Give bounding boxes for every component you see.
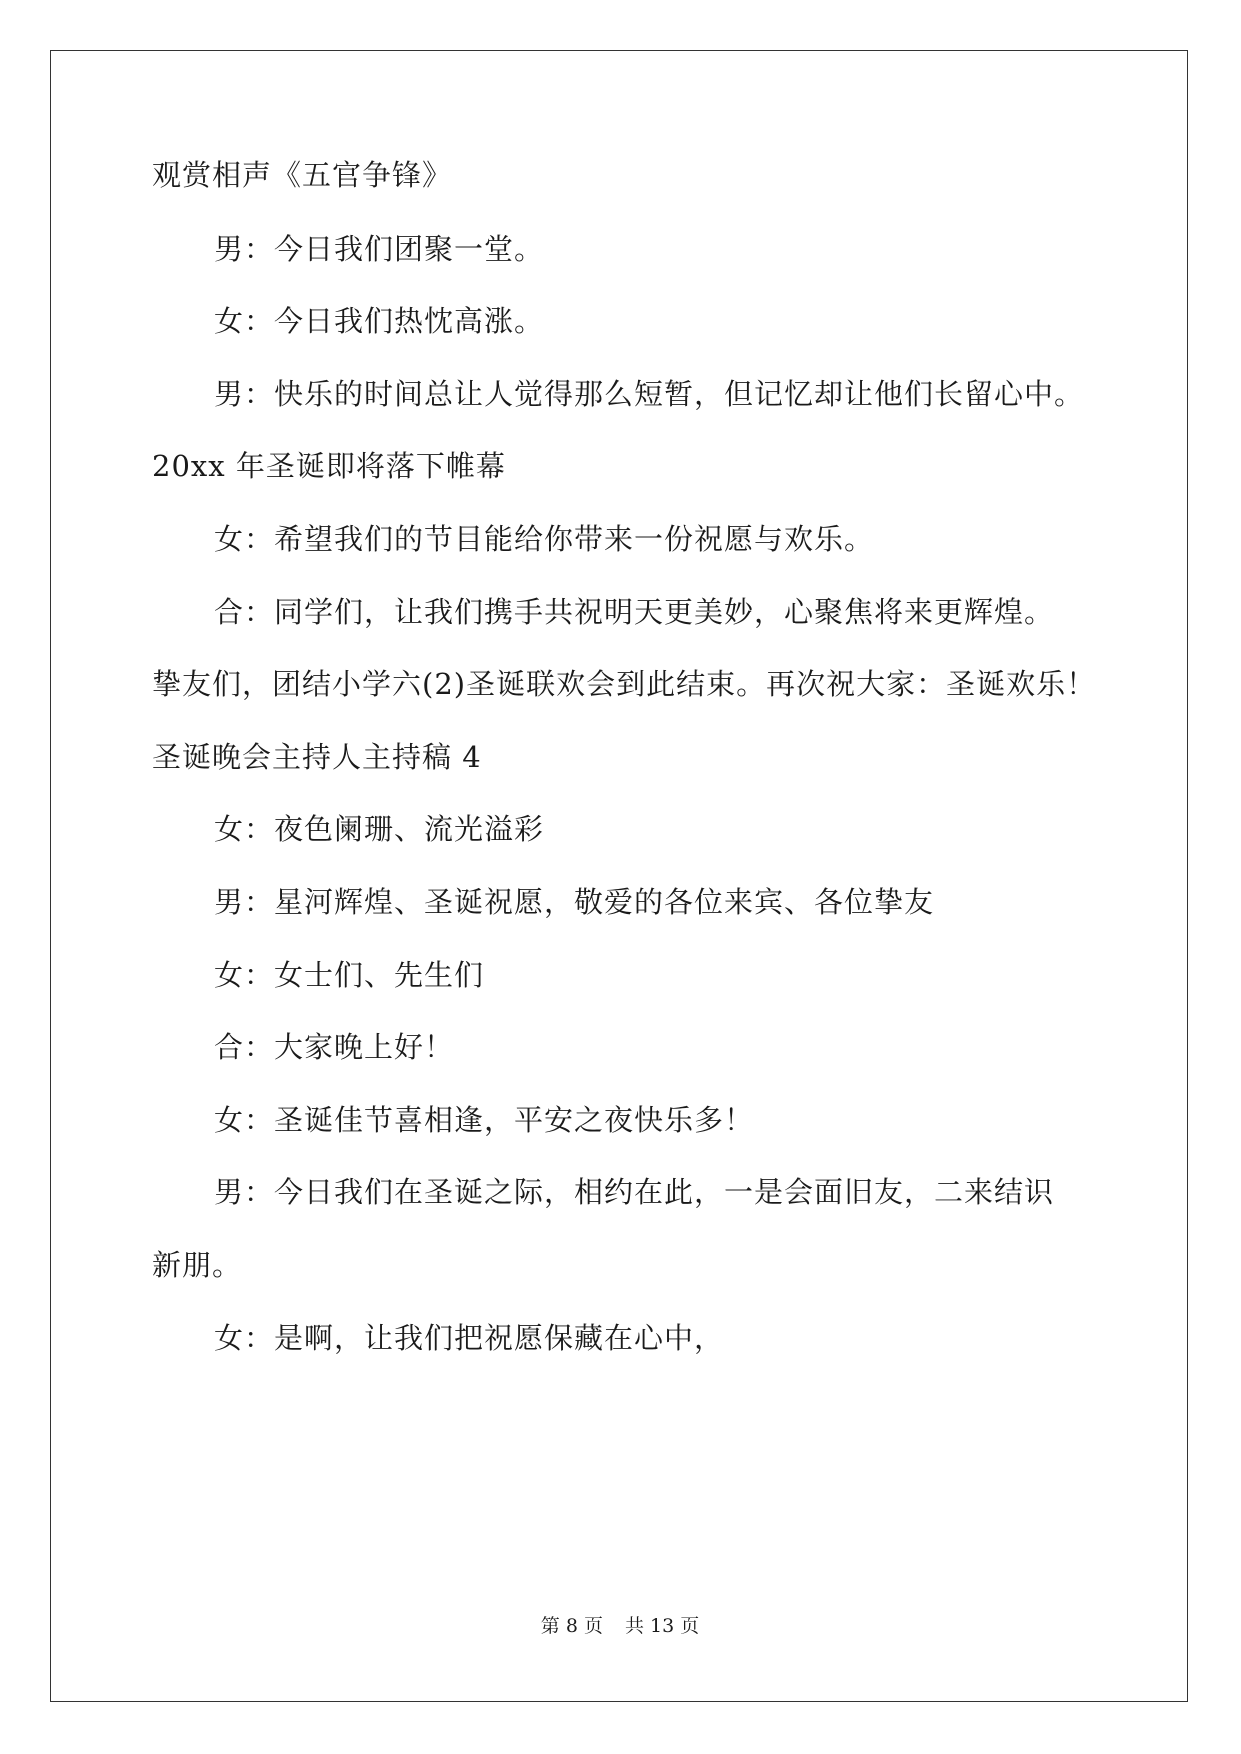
page-frame: [50, 50, 1188, 1702]
page-number: 第 8 页: [540, 1615, 603, 1637]
text-line: 男：今日我们在圣诞之际，相约在此，一是会面旧友，二来结识: [214, 1175, 1055, 1209]
text-line: 挚友们，团结小学六(2)圣诞联欢会到此结束。再次祝大家：圣诞欢乐！: [152, 667, 1097, 701]
page-total: 共 13 页: [624, 1615, 700, 1637]
text-line: 女：今日我们热忱高涨。: [214, 304, 545, 338]
text-line: 女：夜色阑珊、流光溢彩: [214, 812, 545, 846]
text-line: 女：是啊，让我们把祝愿保藏在心中，: [214, 1321, 725, 1355]
text-line: 男：今日我们团聚一堂。: [214, 232, 545, 266]
text-line: 20xx 年圣诞即将落下帷幕: [152, 449, 506, 483]
text-line: 女：女士们、先生们: [214, 958, 485, 992]
text-line: 合：大家晚上好！: [214, 1030, 455, 1064]
text-line: 合：同学们，让我们携手共祝明天更美妙，心聚焦将来更辉煌。: [214, 595, 1055, 629]
section-heading: 圣诞晚会主持人主持稿 4: [152, 740, 482, 774]
text-line: 女：圣诞佳节喜相逢，平安之夜快乐多！: [214, 1103, 755, 1137]
page-footer: [51, 1611, 1189, 1641]
text-line: 观赏相声《五官争锋》: [152, 158, 453, 192]
text-line: 女：希望我们的节目能给你带来一份祝愿与欢乐。: [214, 522, 875, 556]
text-line: 男：快乐的时间总让人觉得那么短暂，但记忆却让他们长留心中。: [214, 377, 1085, 411]
text-line: 男：星河辉煌、圣诞祝愿，敬爱的各位来宾、各位挚友: [214, 885, 935, 919]
text-line: 新朋。: [152, 1248, 243, 1282]
